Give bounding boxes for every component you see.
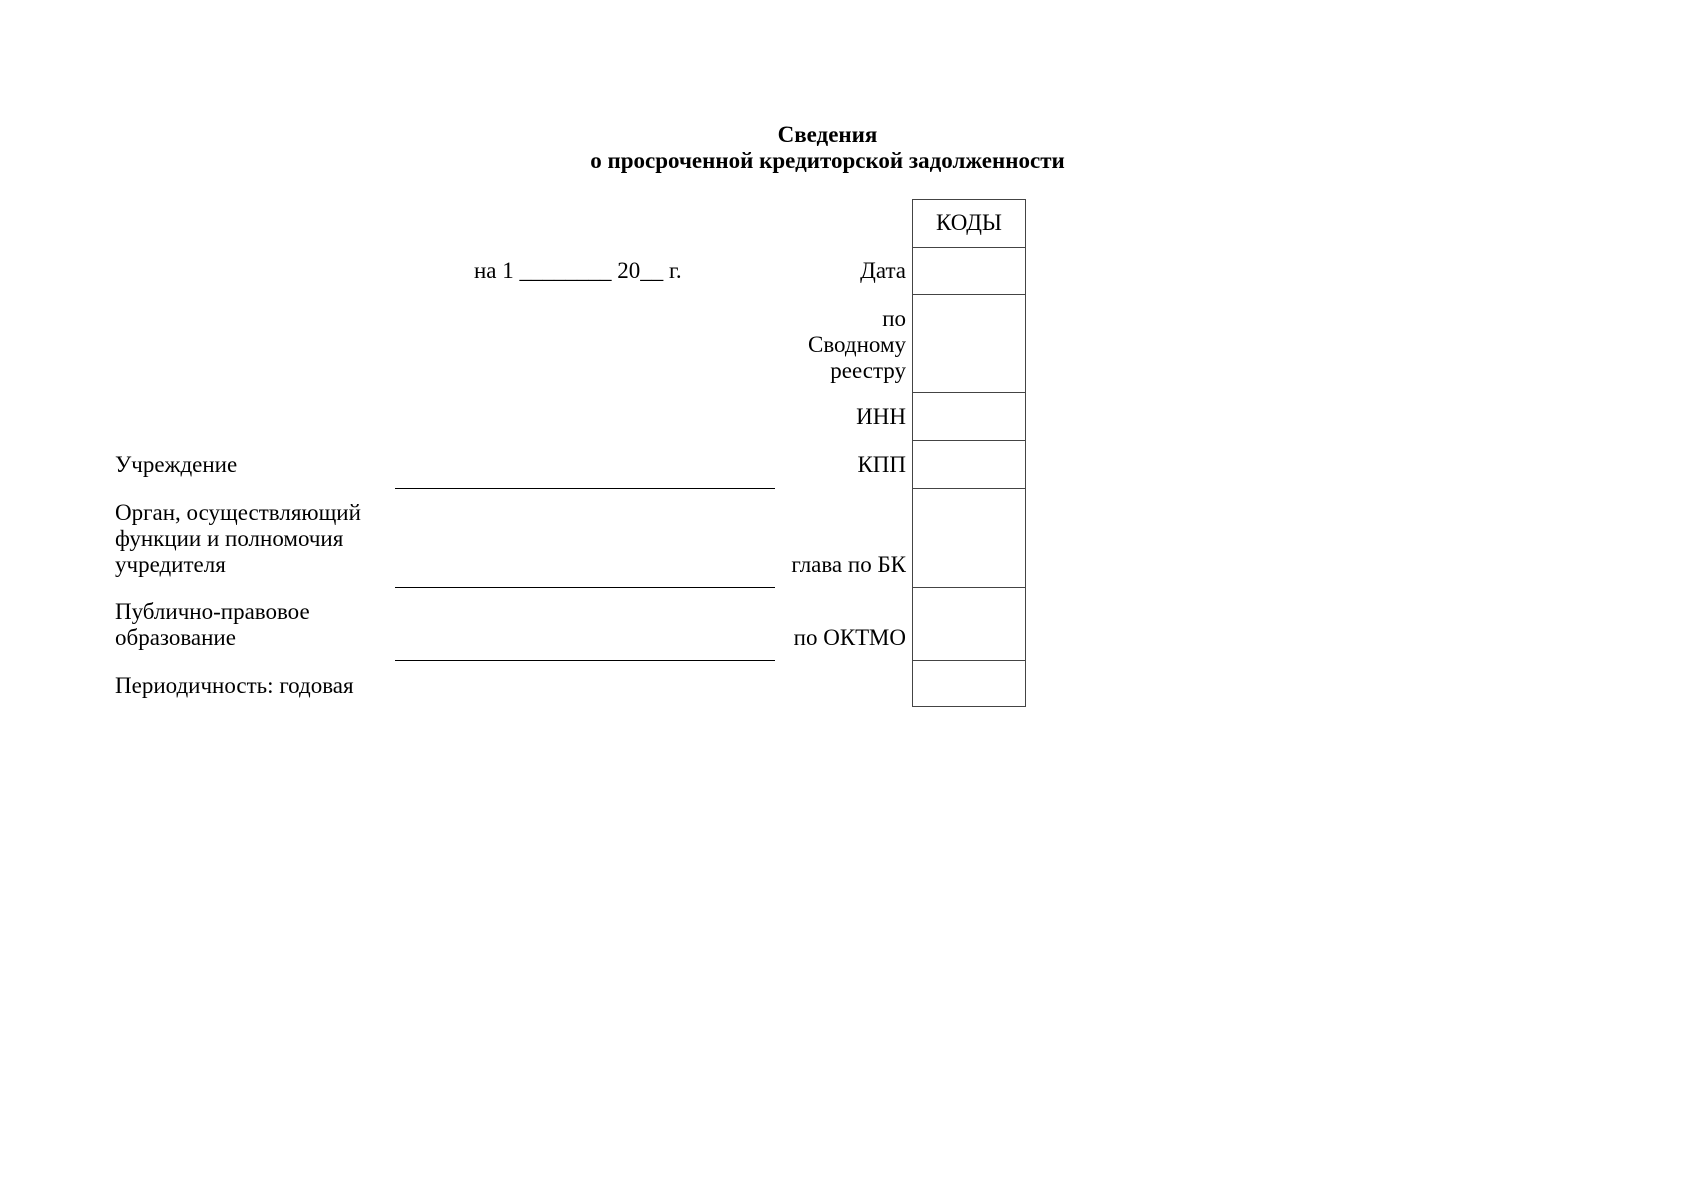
inn-label: ИНН [856,404,906,429]
inn-code-cell[interactable] [913,393,1025,439]
founder-label-line2: функции и полномочия [115,526,344,551]
oktmo-label: по ОКТМО [793,625,906,650]
periodicity-code-cell[interactable] [913,661,1025,706]
founder-fill-line[interactable] [395,587,775,588]
codes-header: КОДЫ [936,210,1002,235]
form-title: Сведения [777,122,878,147]
svod-registry-code-cell[interactable] [913,295,1025,391]
public-entity-label-line1: Публично-правовое [115,599,310,624]
periodicity-label: Периодичность: годовая [115,673,354,698]
svod-label-line2: Сводному [807,332,906,357]
kpp-code-cell[interactable] [913,441,1025,487]
svod-label-line3: реестру [830,358,906,383]
institution-label: Учреждение [115,452,238,477]
form-subtitle: о просроченной кредиторской задолженности [590,148,1065,173]
glava-bk-label: глава по БК [791,552,906,577]
public-entity-label-line2: образование [115,625,236,650]
founder-label-line3: учредителя [115,552,226,577]
institution-fill-line[interactable] [395,488,775,489]
public-entity-fill-line[interactable] [395,660,775,661]
date-label: Дата [860,258,906,283]
oktmo-code-cell[interactable] [913,588,1025,659]
kpp-label: КПП [857,452,906,477]
founder-label-line1: Орган, осуществляющий [115,500,361,525]
date-code-cell[interactable] [913,248,1025,293]
svod-label-line1: по [882,306,906,331]
report-date-line: на 1 ________ 20__ г. [474,258,682,283]
glava-bk-code-cell[interactable] [913,489,1025,586]
